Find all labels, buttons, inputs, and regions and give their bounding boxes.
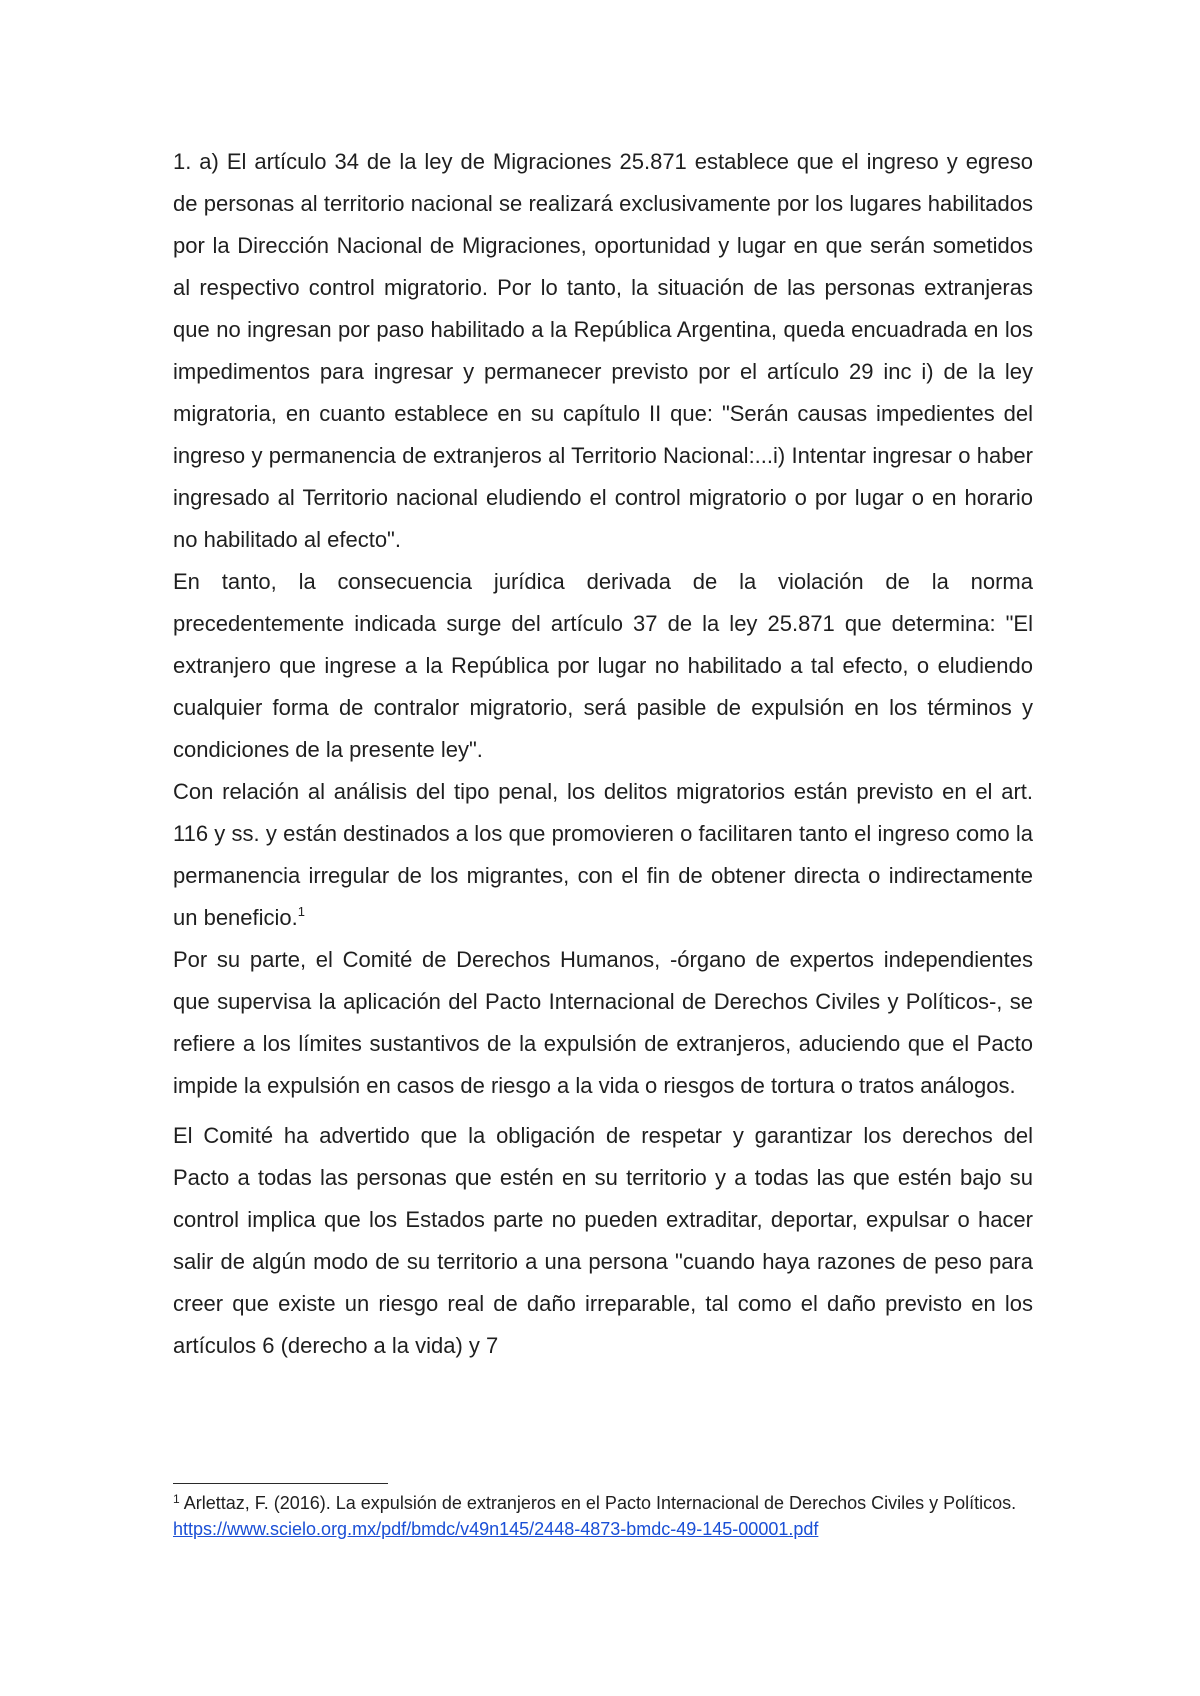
paragraph-committee-obligation: El Comité ha advertido que la obligación de respetar y garantizar los derechos del Pacto a todas las personas que estén en su territorio y a todas las que estén bajo su control implica que los Estados parte no pueden extraditar, deportar, expulsar o hacer salir de algún modo de su territorio a una persona "cuando haya razones de peso para creer que existe un riesgo real de daño irreparable, tal como el daño previsto en los artículos 6 (derecho a la vida) y 7 bbox=[173, 1123, 1033, 1358]
footnote-separator bbox=[173, 1483, 388, 1484]
footnote bbox=[173, 1490, 1033, 1542]
paragraph-article-37: En tanto, la consecuencia jurídica derivada de la violación de la norma precedentemente indicada surge del artículo 37 de la ley 25.871 que determina: "El extranjero que ingrese a la República por lugar no habilitado a tal efecto, o eludiendo cualquier forma de contralor migratorio, será pasible de expulsión en los términos y condiciones de la presente ley". bbox=[173, 569, 1033, 762]
paragraph-penal-analysis bbox=[173, 771, 1033, 939]
footnote-text: Arlettaz, F. (2016). La expulsión de extranjeros en el Pacto Internacional de Derechos Civiles y Políticos. bbox=[183, 1493, 1017, 1513]
footnote-link[interactable]: https://www.scielo.org.mx/pdf/bmdc/v49n145/2448-4873-bmdc-49-145-00001.pdf bbox=[173, 1519, 819, 1539]
footnote-reference[interactable]: 1 bbox=[297, 904, 305, 919]
paragraph-article-34: 1. a) El artículo 34 de la ley de Migraciones 25.871 establece que el ingreso y egreso de personas al territorio nacional se realizará exclusivamente por los lugares habilitados por la Dirección Nacional de Migraciones, oportunidad y lugar en que serán sometidos al respectivo control migratorio. Por lo tanto, la situación de las personas extranjeras que no ingresan por paso habilitado a la República Argentina, queda encuadrada en los impedimentos para ingresar y permanecer previsto por el artículo 29 inc i) de la ley migratoria, en cuanto establece en su capítulo II que: "Serán causas impedientes del ingreso y permanencia de extranjeros al Territorio Nacional:...i) Intentar ingresar o haber ingresado al Territorio nacional eludiendo el control migratorio o por lugar o en horario no habilitado al efecto". bbox=[173, 149, 1033, 552]
paragraph-penal-analysis-text: Con relación al análisis del tipo penal, los delitos migratorios están previsto en el art. 116 y ss. y están destinados a los que promovieren o facilitaren tanto el ingreso como la permanencia irregular de los migrantes, con el fin de obtener directa o indirectamente un beneficio. bbox=[173, 779, 1033, 930]
footnote-marker: 1 bbox=[173, 1492, 180, 1506]
document-body bbox=[173, 141, 1033, 1367]
paragraph-human-rights-committee: Por su parte, el Comité de Derechos Humanos, -órgano de expertos independientes que supervisa la aplicación del Pacto Internacional de Derechos Civiles y Políticos-, se refiere a los límites sustantivos de la expulsión de extranjeros, aduciendo que el Pacto impide la expulsión en casos de riesgo a la vida o riesgos de tortura o tratos análogos. bbox=[173, 947, 1033, 1098]
